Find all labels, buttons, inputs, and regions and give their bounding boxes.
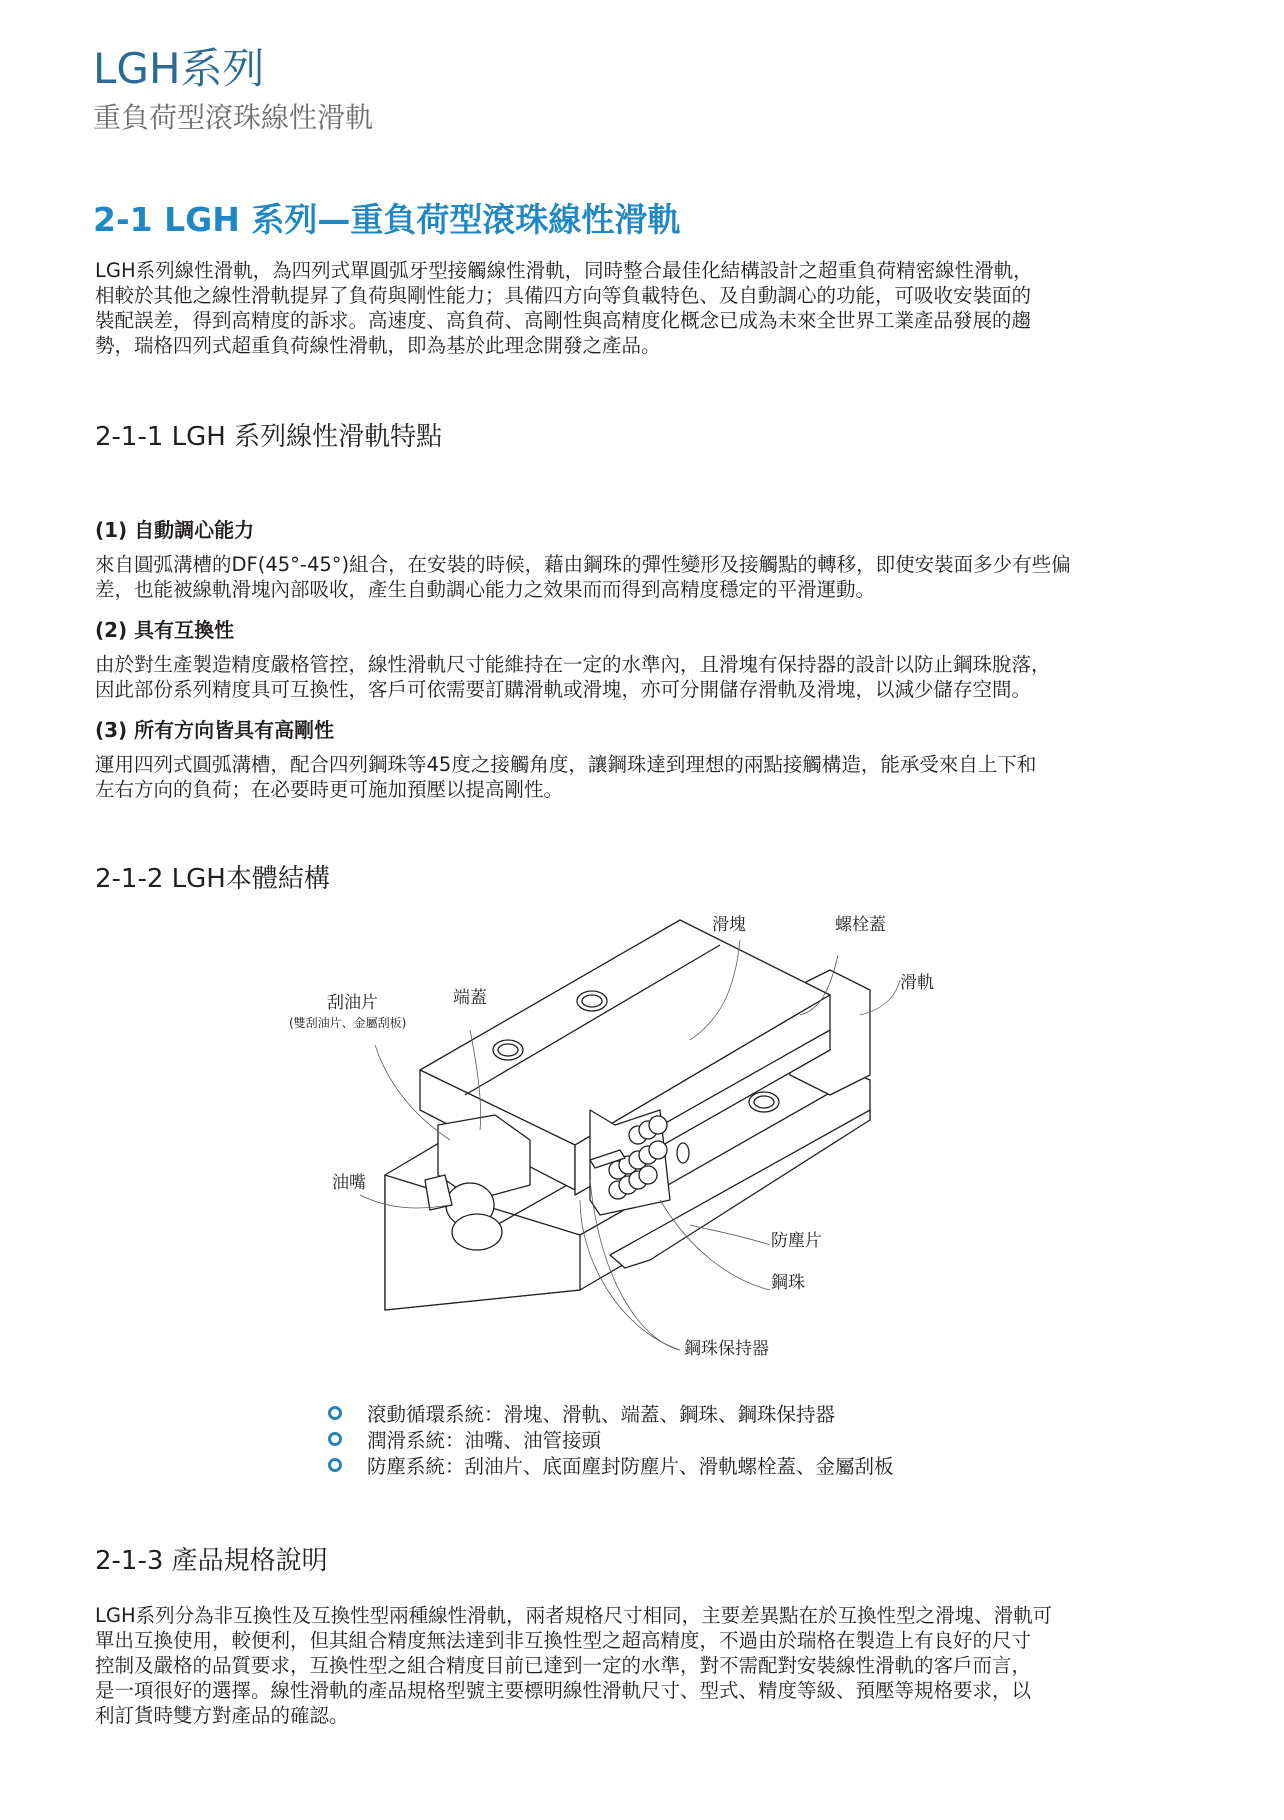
label-ball: 鋼珠 [771,1273,805,1293]
system-text: 防塵系統：刮油片、底面塵封防塵片、滑軌螺栓蓋、金屬刮板 [367,1455,894,1478]
label-bottom-seal: 防塵片 [771,1231,822,1251]
label-rail: 滑軌 [900,973,934,993]
label-retainer: 鋼珠保持器 [684,1339,769,1359]
label-end-cap: 端蓋 [453,988,487,1008]
section-title-2-1-2: 2-1-2 LGH本體結構 [95,864,330,894]
series-title: LGH系列 [93,44,265,93]
intro-line: 相較於其他之線性滑軌提昇了負荷與剛性能力；具備四方向等負載特色、及自動調心的功能，可吸收安裝面的 [95,284,1032,307]
feature-body-3 [95,752,1185,802]
label-grease-nipple: 油嘴 [332,1173,366,1193]
feature-heading-2: (2) 具有互換性 [95,618,235,642]
system-text: 潤滑系統：油嘴、油管接頭 [367,1429,602,1452]
circle-bullet-icon [328,1458,342,1472]
intro-line: 裝配誤差，得到高精度的訴求。高速度、高負荷、高剛性與高精度化概念已成為未來全世界工業產品發展的趨 [95,309,1032,332]
intro-paragraph [95,258,1185,358]
series-subtitle: 重負荷型滾珠線性滑軌 [93,101,374,134]
system-text: 滾動循環系統：滑塊、滑軌、端蓋、鋼珠、鋼珠保持器 [367,1403,836,1426]
feature-line: 運用四列式圓弧溝槽，配合四列鋼珠等45度之接觸角度，讓鋼珠達到理想的兩點接觸構造，能承受來自上下和 [95,753,1037,776]
label-end-seal: 刮油片 [327,993,378,1013]
label-block: 滑塊 [712,915,746,935]
spec-line: 是一項很好的選擇。線性滑軌的產品規格型號主要標明線性滑軌尺寸、型式、精度等級、預壓等規格要求，以 [95,1679,1032,1702]
system-list-item [328,1452,894,1478]
intro-line: LGH系列線性滑軌，為四列式單圓弧牙型接觸線性滑軌，同時整合最佳化結構設計之超重負荷精密線性滑軌， [95,259,1033,282]
feature-body-2 [95,652,1185,702]
linear-guide-drawing [280,895,980,1365]
label-end-seal-note: (雙刮油片、金屬刮板) [289,1016,407,1030]
feature-heading-1: (1) 自動調心能力 [95,518,255,542]
linear-guide-diagram [280,895,980,1365]
feature-heading-3: (3) 所有方向皆具有高剛性 [95,718,335,742]
feature-line: 由於對生產製造精度嚴格管控，線性滑軌尺寸能維持在一定的水準內，且滑塊有保持器的設計以防止鋼珠脫落， [95,653,1051,676]
spec-paragraph [95,1603,1185,1728]
section-title-2-1: 2-1 LGH 系列—重負荷型滾珠線性滑軌 [93,200,681,239]
label-bolt-cap: 螺栓蓋 [835,915,886,935]
spec-line: 單出互換使用，較便利，但其組合精度無法達到非互換性型之超高精度，不過由於瑞格在製造上有良好的尺寸 [95,1629,1032,1652]
feature-line: 差，也能被線軌滑塊內部吸收，產生自動調心能力之效果而而得到高精度穩定的平滑運動。 [95,578,876,601]
feature-line: 來自圓弧溝槽的DF(45°-45°)組合，在安裝的時候，藉由鋼珠的彈性變形及接觸點的轉移，即使安裝面多少有些偏 [95,553,1071,576]
system-list [328,1400,894,1478]
section-title-2-1-1: 2-1-1 LGH 系列線性滑軌特點 [95,422,443,452]
system-list-item [328,1426,894,1452]
feature-body-1 [95,552,1185,602]
feature-line: 因此部份系列精度具可互換性，客戶可依需要訂購滑軌或滑塊，亦可分開儲存滑軌及滑塊，以減少儲存空間。 [95,678,1032,701]
feature-line: 左右方向的負荷；在必要時更可施加預壓以提高剛性。 [95,778,564,801]
circle-bullet-icon [328,1406,342,1420]
circle-bullet-icon [328,1432,342,1446]
system-list-item [328,1400,894,1426]
section-title-2-1-3: 2-1-3 產品規格說明 [95,1546,328,1576]
spec-line: LGH系列分為非互換性及互換性型兩種線性滑軌，兩者規格尺寸相同，主要差異點在於互換性型之滑塊、滑軌可 [95,1604,1053,1627]
intro-line: 勢，瑞格四列式超重負荷線性滑軌，即為基於此理念開發之產品。 [95,334,661,357]
spec-line: 利訂貨時雙方對產品的確認。 [95,1704,349,1727]
spec-line: 控制及嚴格的品質要求，互換性型之組合精度目前已達到一定的水準，對不需配對安裝線性滑軌的客戶而言， [95,1654,1032,1677]
